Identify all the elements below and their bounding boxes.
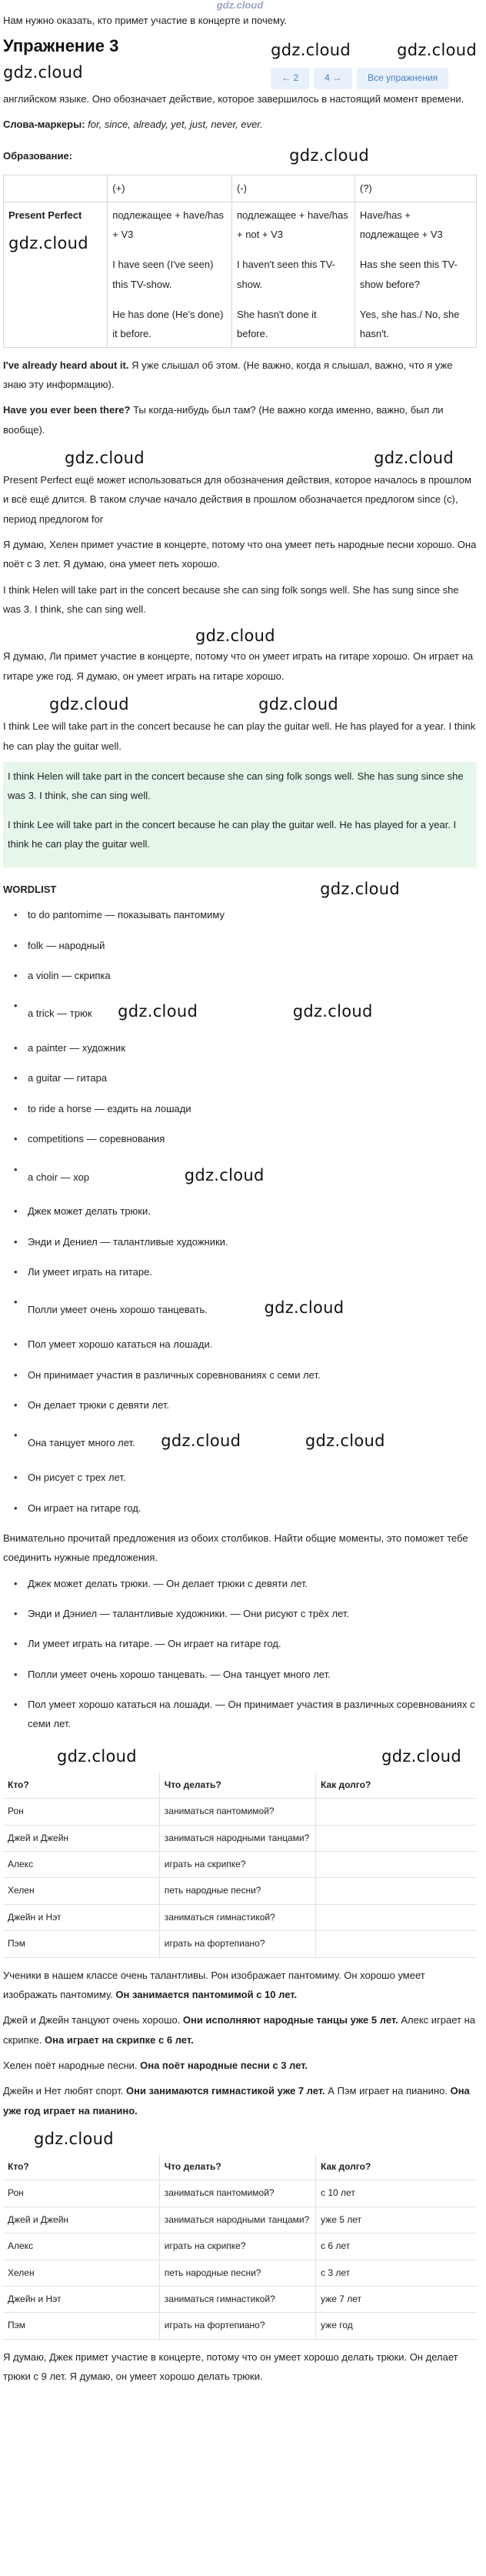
watermark: gdz.cloud [49,694,129,713]
answer-block [3,762,477,867]
pp-question-example-2: Yes, she has./ No, she hasn't. [359,309,460,340]
list-item: • a violin — скрипка [14,966,477,985]
watermark: gdz.cloud [184,1165,265,1184]
list-item: • Он рисует с трех лет. [14,1468,477,1487]
pp-header-minus: (-) [232,175,355,202]
pp-header-empty [4,175,108,202]
list-item: • Она танцует много лет. gdz.cloud gdz.cloud [14,1425,477,1457]
example-2-en: Have you ever been there? [3,404,131,416]
watermark: gdz.cloud [292,1002,373,1021]
exercise-title: Упражнение 3 [3,36,119,56]
all-exercises-button[interactable]: Все упражнения [357,68,448,89]
answer-lee: I think Lee will take part in the concert because he can play the guitar well. He has played for a year. I think he can play the guitar well. [8,818,457,850]
top-logo: gdz.cloud [216,0,264,11]
prev-exercise-button[interactable]: ← 2 [271,68,309,89]
table-row: Джей и Джейн заниматься народными танцами? уже 5 лет [3,2207,477,2233]
table-row: Джей и Джейн заниматься народными танцами? [3,1825,477,1851]
pp-question-formula: Have/has + подлежащее + V3 [359,209,443,240]
table-row: Хелен петь народные песни? с 3 лет [3,2260,477,2286]
watermark: gdz.cloud [374,448,454,467]
example-1 [3,356,477,395]
matches-list [14,1574,477,1734]
exercise-header [3,36,477,89]
present-perfect-table [3,175,477,347]
watermark: gdz.cloud [57,1747,137,1766]
final-paragraph: Я думаю, Джек примет участие в концерте, потому что он умеет хорошо делать трюки. Он делает трюки с 9 лет. Я думаю, он умеет хорошо делать трюки. [3,2350,458,2383]
pp-intro: английском языке. Оно обозначает действие, которое завершилось в настоящий момент времени. [3,92,464,105]
example-2 [3,400,477,439]
list-item: • a choir — хор gdz.cloud [14,1160,477,1191]
next-exercise-button[interactable]: 4 → [314,68,352,89]
watermark: gdz.cloud [118,1002,198,1021]
pp-plus-example-2: He has done (He's done) it before. [112,309,224,340]
watermark: gdz.cloud [271,41,351,60]
pp-minus-formula: подлежащее + have/has + not + V3 [237,209,348,240]
table-row: Джейн и Нэт заниматься гимнастикой? уже 7 лет [3,2286,477,2312]
activities-table [3,1772,477,1958]
list-item: • Полли умеет очень хорошо танцевать. — Она танцует много лет. [14,1665,477,1684]
watermark: gdz.cloud [289,146,369,165]
list-item: • to ride a horse — ездить на лошади [14,1099,477,1118]
pp-header-question: (?) [355,175,476,202]
table-row: Алекс играть на скрипке? с 6 лет [3,2234,477,2260]
list-item: • Он делает трюки с девяти лет. [14,1395,477,1415]
markers-line [3,115,477,134]
answers-table [3,2154,477,2340]
table-header: Как долго? [316,2154,477,2180]
watermark: gdz.cloud [34,2129,114,2148]
lee-ru: Я думаю, Ли примет участие в концерте, потому что он умеет играть на гитаре хорошо. Он играет на гитаре уже год. Я думаю, он умеет играть на гитаре хорошо. [3,650,474,682]
table-row: Пэм играть на фортепиано? [3,1931,477,1957]
match-intro: Внимательно прочитай предложения из обоих столбиков. Найти общие моменты, это поможет тебе соединить нужные предложения. [3,1532,468,1564]
list-item: • Он играет на гитаре год. [14,1498,477,1518]
list-item: • Ли умеет играть на гитаре. [14,1262,477,1281]
pp-plus-example-1: I have seen (I've seen) this TV-show. [112,259,214,290]
watermark: gdz.cloud [161,1432,241,1451]
table-header: Что делать? [159,2154,315,2180]
answer-helen: I think Helen will take part in the concert because she can sing folk songs well. She has sung since she was 3. I think, she can sing well. [8,770,464,802]
pp-plus-formula: подлежащее + have/has + V3 [112,209,225,240]
class-para-4: Джейн и Нет любят спорт. Они занимаются гимнастикой уже 7 лет. А Пэм играет на пианино. Она уже год играет на пианино. [3,2085,470,2117]
pp-minus-example-1: I haven't seen this TV-show. [237,259,335,290]
watermark: gdz.cloud [65,448,145,467]
watermark: gdz.cloud [3,62,83,82]
list-item: • Джек может делать трюки. — Он делает трюки с девяти лет. [14,1574,477,1593]
watermark: gdz.cloud [8,233,88,252]
table-header: Кто? [3,1772,159,1799]
list-item: • Пол умеет хорошо кататься на лошади. [14,1335,477,1354]
table-row: Алекс играть на скрипке? [3,1852,477,1878]
list-item: • competitions — соревнования [14,1129,477,1148]
list-item: • Энди и Дениел — талантливые художники. [14,1232,477,1251]
watermark: gdz.cloud [264,1298,345,1318]
example-2-ru: Ты когда-нибудь был там? (Не важно когда именно, важно, был ли вообще). [3,404,444,436]
table-row: Хелен петь народные песни? [3,1878,477,1904]
class-para-2: Джей и Джейн танцуют очень хорошо. Они исполняют народные танцы уже 5 лет. Алекс играет на скрипке. Она играет на скрипке с 6 лет. [3,2014,476,2046]
table-row: Рон заниматься пантомимой? [3,1799,477,1825]
list-item: • Пол умеет хорошо кататься на лошади. — Он принимает участия в различных соревнованиях с семи лет. [14,1695,477,1734]
wordlist [14,905,477,1518]
table-header: Кто? [3,2154,159,2180]
pp-question-example-1: Has she seen this TV-show before? [359,259,458,290]
list-item: • Полли умеет очень хорошо танцевать. gdz.cloud [14,1292,477,1324]
list-item: • a guitar — гитара [14,1068,477,1088]
list-item: • Он принимает участия в различных соревнованиях с семи лет. [14,1365,477,1385]
table-row: Пэм играть на фортепиано? уже год [3,2313,477,2339]
helen-ru: Я думаю, Хелен примет участие в концерте, потому что она умеет петь народные песни хорошо. Она поёт с 3 лет. Я думаю, она умеет петь хорошо. [3,539,477,570]
table-header: Что делать? [159,1772,315,1799]
watermark: gdz.cloud [258,694,338,713]
list-item: • a trick — трюк gdz.cloud gdz.cloud [14,996,477,1027]
watermark: gdz.cloud [305,1432,385,1451]
table-row: Рон заниматься пантомимой? с 10 лет [3,2180,477,2207]
table-row: Джейн и Нэт заниматься гимнастикой? [3,1904,477,1930]
watermark: gdz.cloud [195,626,275,646]
table-header: Как долго? [316,1772,477,1799]
pp-since-text: Present Perfect ещё может использоваться для обозначения действия, которое началось в прошлом и всё ещё длится. В таком случае начало действия в прошлом обозначается предлогом since (с), период предлогом for [3,474,471,525]
pp-header-plus: (+) [108,175,232,202]
intro-text: Нам нужно оказать, кто примет участие в концерте и почему. [3,15,287,26]
markers-label: Слова-маркеры: [3,119,85,131]
watermark: gdz.cloud [397,41,477,60]
formation-label: Образование: [3,150,73,162]
example-1-en: I've already heard about it. [3,359,129,371]
pp-minus-example-2: She hasn't done it before. [237,309,317,340]
list-item: • folk — народный [14,936,477,955]
lee-en: I think Lee will take part in the concert because he can play the guitar well. He has played for a year. I think he can play the guitar well. [3,720,476,752]
list-item: • to do pantomime — показывать пантомиму [14,905,477,924]
class-para-1: Ученики в нашем классе очень талантливы. Рон изображает пантомиму. Он хорошо умеет изображать пантомиму. Он занимается пантомимой с 10 лет. [3,1969,425,2000]
markers-value: for, since, already, yet, just, never, ever. [88,119,263,131]
watermark: gdz.cloud [381,1747,461,1766]
list-item: • Ли умеет играть на гитаре. — Он играет на гитаре год. [14,1634,477,1653]
list-item: • a painter — художник [14,1038,477,1057]
wordlist-title: WORDLIST [3,884,57,896]
class-para-3: Хелен поёт народные песни. Она поёт народные песни с 3 лет. [3,2059,308,2071]
list-item: • Джек может делать трюки. [14,1201,477,1221]
watermark: gdz.cloud [320,880,400,899]
list-item: • Энди и Дэниел — талантливые художники. — Они рисуют с трёх лет. [14,1604,477,1623]
example-1-ru: Я уже слышал об этом. (Не важно, когда я слышал, важно, что я уже знаю эту информацию). [3,359,453,391]
pp-row-label: Present Perfect [8,209,82,221]
helen-en: I think Helen will take part in the concert because she can sing folk songs well. She has sung since she was 3. I think, she can sing well. [3,583,459,616]
